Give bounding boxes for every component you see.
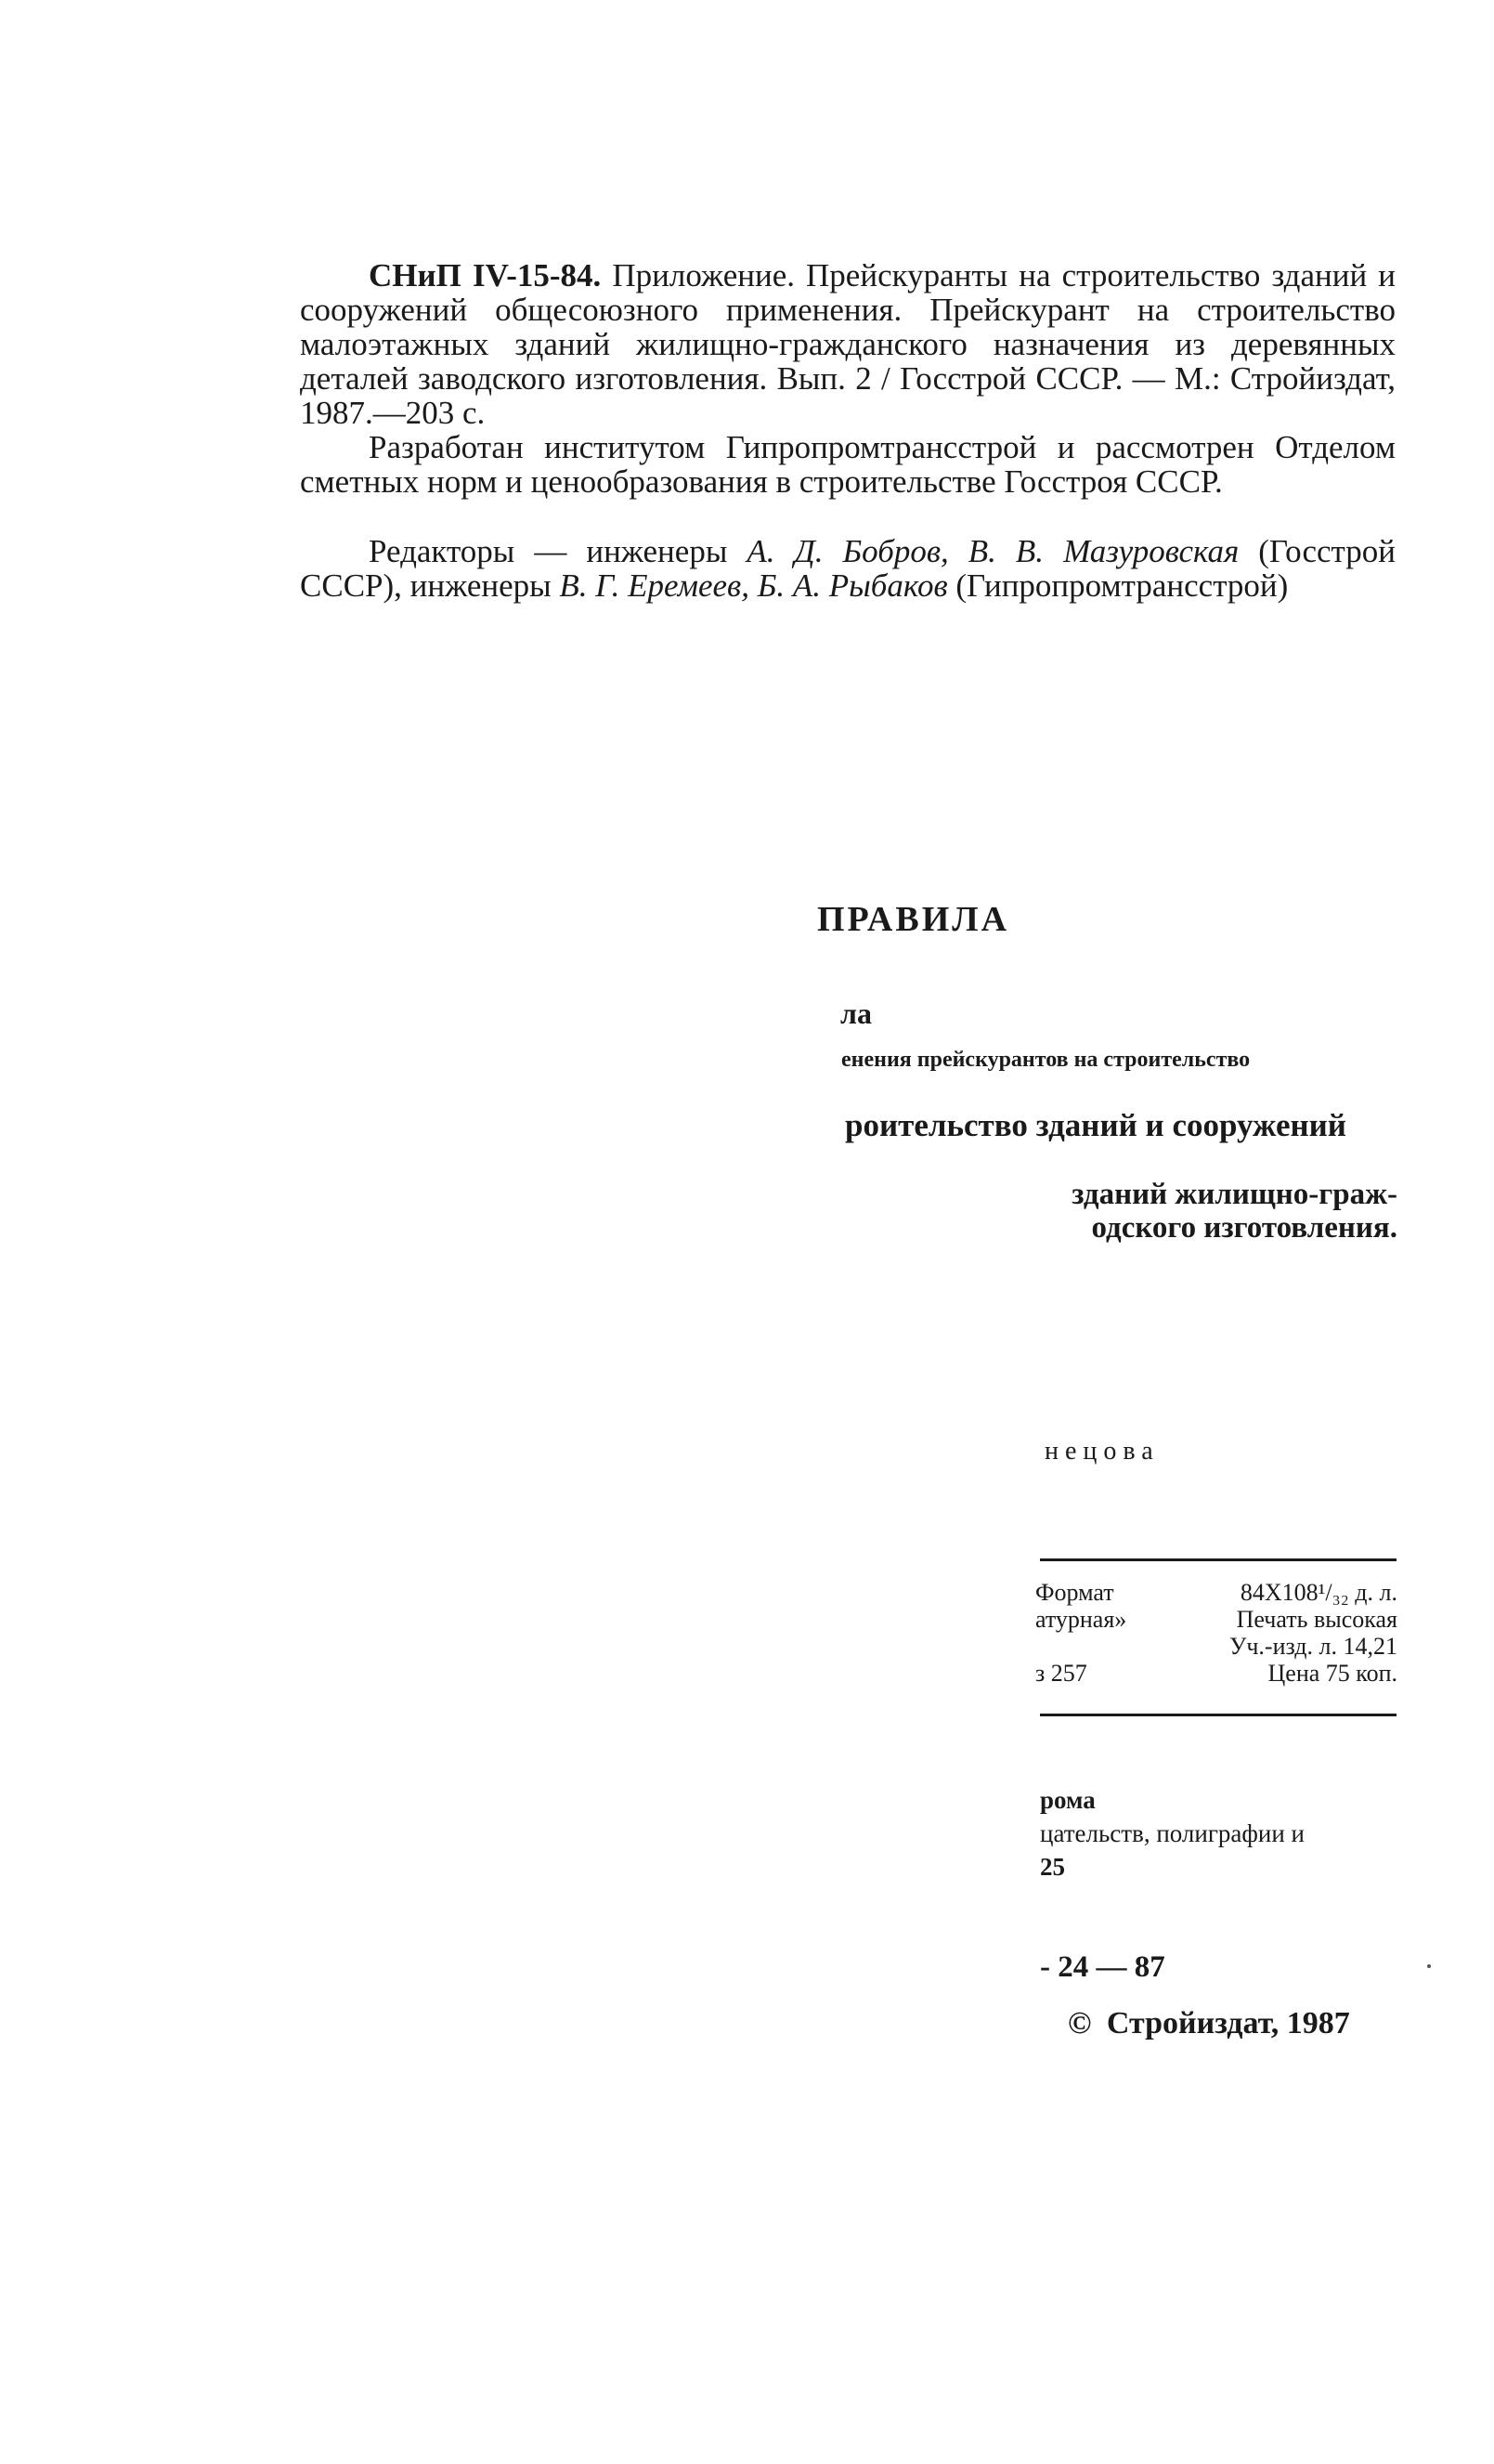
publisher-line-1: рома (1040, 1786, 1096, 1814)
biblio-code: СНиП IV-15-84. (369, 257, 602, 293)
bibliographic-record (300, 258, 1396, 603)
imprint-print-type: Печать высокая (1236, 1606, 1397, 1633)
section-title: ПРАВИЛА (817, 900, 1010, 939)
fragment-line-4a: зданий жилищно-граж- (1072, 1178, 1397, 1211)
fragment-line-1: ла (840, 997, 872, 1030)
biblio-editors (300, 534, 1396, 603)
editors-names-1: А. Д. Бобров, В. В. Мазуровская (747, 533, 1240, 569)
editors-org-1: (Госстрой СССР), инженеры (300, 533, 1396, 604)
publisher-line-2: цательств, полиграфии и (1040, 1819, 1306, 1847)
fragment-line-4b: одского изготовления. (1091, 1211, 1397, 1245)
biblio-developed: Разработан институтом Гипропромтрансстрой и рассмотрен Отделом сметных норм и ценообразования в строительстве Госстроя СССР. (300, 429, 1396, 500)
print-speck (1427, 1964, 1431, 1968)
fragment-line-4 (1072, 1178, 1397, 1245)
catalog-code: - 24 — 87 (1040, 1950, 1165, 1984)
fragment-line-2: енения прейскурантов на строительство (841, 1048, 1251, 1072)
copyright-icon: © (1068, 2006, 1092, 2040)
imprint-line-1 (1035, 1579, 1397, 1606)
biblio-description-text: Приложение. Прейскуранты на строительство зданий и сооружений общесоюзного применения. Прейскурант на строительство малоэтажных зданий жилищно-гражданского назначения из деревянных деталей заводского изготовления. Вып. 2 / Госстрой СССР. — М.: Стройиздат, 1987.—203 с. (300, 257, 1397, 431)
imprint-top-rule (1040, 1558, 1397, 1561)
imprint-format-label: Формат (1035, 1579, 1114, 1606)
imprint-format-value: 84Х108¹/₃₂ д. л. (1240, 1579, 1397, 1606)
fragment-line-3: роительство зданий и сооружений (845, 1107, 1346, 1143)
imprint-block (1035, 1579, 1397, 1687)
copyright-line (1068, 2006, 1350, 2041)
imprint-line-4 (1035, 1660, 1397, 1687)
publisher-block (1040, 1783, 1305, 1884)
imprint-sheets: Уч.-изд. л. 14,21 (1228, 1633, 1397, 1660)
imprint-typeface: атурная» (1035, 1606, 1127, 1633)
imprint-line-3 (1035, 1633, 1397, 1660)
imprint-line-2 (1035, 1606, 1397, 1633)
editors-org-2: (Гипропромтрансстрой) (955, 567, 1289, 604)
biblio-description (300, 258, 1396, 430)
publisher-line-3: 25 (1040, 1853, 1065, 1881)
imprint-order: з 257 (1035, 1660, 1087, 1687)
editors-prefix: Редакторы — инженеры (369, 533, 728, 569)
imprint-price: Цена 75 коп. (1267, 1660, 1397, 1687)
fragment-line-5: нецова (1045, 1437, 1160, 1466)
editors-names-2: В. Г. Еремеев, Б. А. Рыбаков (559, 567, 948, 604)
copyright-text: Стройиздат, 1987 (1106, 2006, 1350, 2040)
imprint-bottom-rule (1040, 1714, 1397, 1716)
